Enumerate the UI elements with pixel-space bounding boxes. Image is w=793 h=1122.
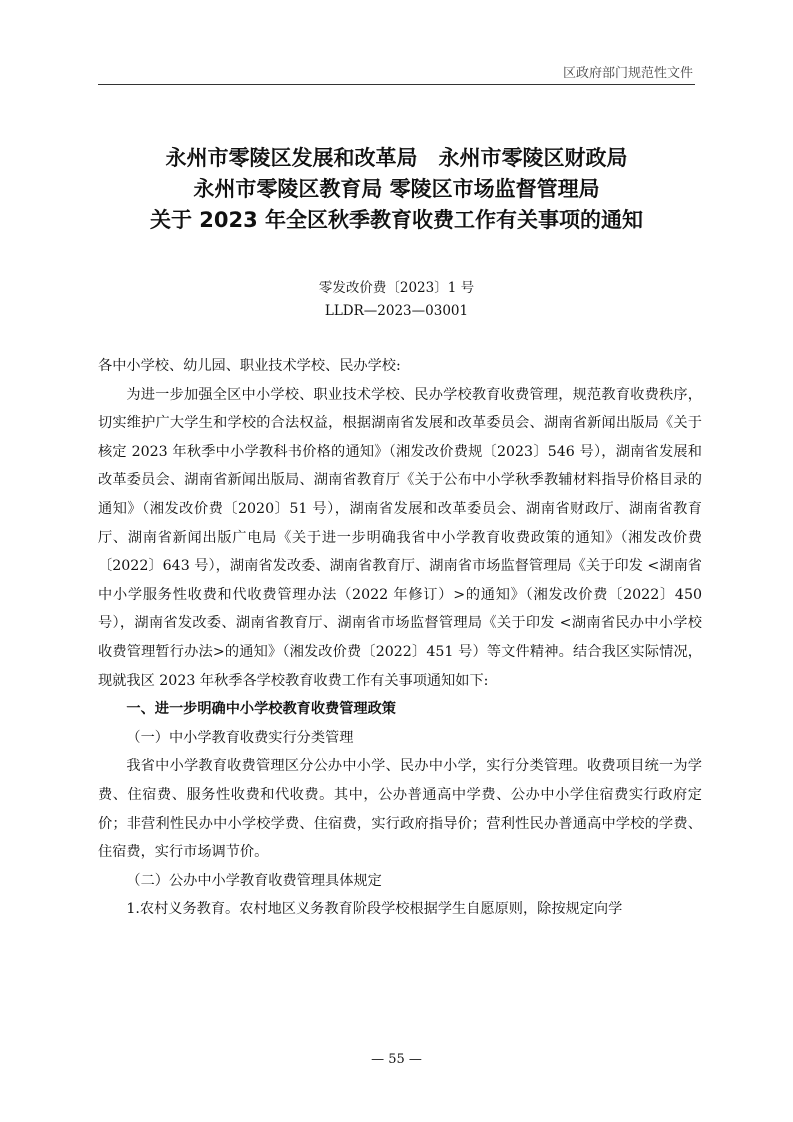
title-line-2: 永州市零陵区教育局 零陵区市场监督管理局	[193, 177, 600, 201]
document-number: 零发改价费〔2023〕1 号	[318, 280, 475, 296]
title-line-1: 永州市零陵区发展和改革局 永州市零陵区财政局	[165, 146, 628, 170]
document-body	[98, 352, 702, 924]
paragraph-rural-education: 1.农村义务教育。农村地区义务教育阶段学校根据学生自愿原则，除按规定向学	[126, 901, 623, 918]
subsection-heading-2: （二）公办中小学教育收费管理具体规定	[126, 872, 382, 889]
paragraph-classification: 我省中小学教育收费管理区分公办中小学、民办中小学，实行分类管理。收费项目统一为学费、住宿费、服务性收费和代收费。其中，公办普通高中学费、公办中小学住宿费实行政府定价；非营利性民办中小学校学费、住宿费，实行政府指导价；营利性民办普通高中学校的学费、住宿费，实行市场调节价。	[98, 758, 702, 861]
document-title	[98, 143, 695, 236]
page-number: — 55 —	[371, 1052, 422, 1067]
section-heading-1: 一、进一步明确中小学校教育收费管理政策	[126, 701, 396, 718]
intro-paragraph: 为进一步加强全区中小学校、职业技术学校、民办学校教育收费管理，规范教育收费秩序，切实维护广大学生和学校的合法权益，根据湖南省发展和改革委员会、湖南省新闻出版局《关于核定 2023 年秋季中小学教科书价格的通知》（湘发改价费规〔2023〕546 号），湖南省发展和改革委员会、湖南省新闻出版局、湖南省教育厅《关于公布中小学秋季教辅材料指导价格目录的通知》（湘发改价费〔2020〕51 号），湖南省发展和改革委员会、湖南省财政厅、湖南省教育厅、湖南省新闻出版广电局《关于进一步明确我省中小学教育收费政策的通知》（湘发改价费〔2022〕643 号），湖南省发改委、湖南省教育厅、湖南省市场监督管理局《关于印发 <湖南省中小学服务性收费和代收费管理办法（2022 年修订）>的通知》（湘发改价费〔2022〕450 号），湖南省发改委、湖南省教育厅、湖南省市场监督管理局《关于印发 <湖南省民办中小学校收费管理暂行办法>的通知》（湘发改价费〔2022〕451 号）等文件精神。结合我区实际情况，现就我区 2023 年秋季各学校教育收费工作有关事项通知如下:	[98, 386, 702, 689]
header-label: 区政府部门规范性文件	[562, 66, 693, 81]
header-divider	[98, 84, 695, 85]
salutation: 各中小学校、幼儿园、职业技术学校、民办学校:	[98, 358, 401, 374]
subsection-heading-1: （一）中小学教育收费实行分类管理	[126, 729, 354, 746]
title-line-3: 关于 2023 年全区秋季教育收费工作有关事项的通知	[149, 208, 644, 232]
document-code: LLDR—2023—03001	[324, 303, 469, 319]
